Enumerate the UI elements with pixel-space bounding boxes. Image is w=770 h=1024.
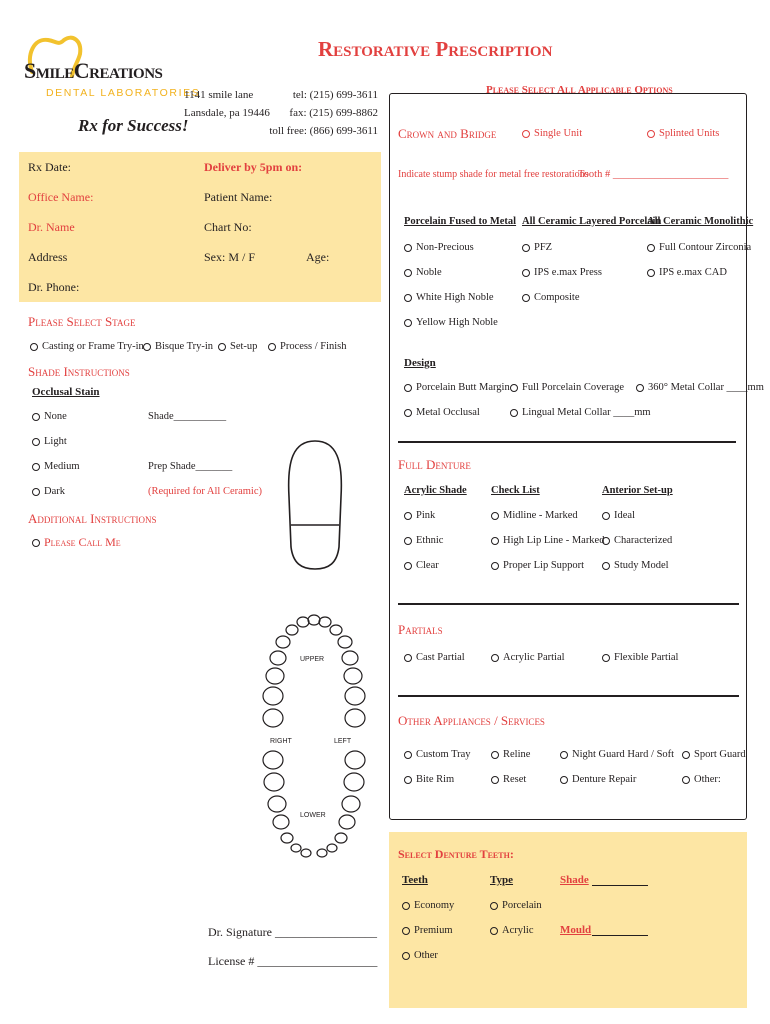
prep-shade-field[interactable]: Prep Shade_______ (148, 461, 233, 472)
radio-icon (602, 512, 610, 520)
radio-icon (32, 413, 40, 421)
select-all-label: Please Select All Applicable Options (486, 84, 673, 96)
radio-icon (491, 751, 499, 759)
rx-date-field[interactable]: Rx Date: (28, 160, 71, 174)
sex-field[interactable]: Sex: M / F (204, 250, 256, 264)
office-name-field[interactable]: Office Name: (28, 190, 94, 204)
radio-icon (32, 463, 40, 471)
shade-field[interactable]: Shade__________ (148, 411, 227, 422)
shade-dark-option[interactable]: Dark (32, 486, 65, 497)
shade-light-option[interactable]: Light (32, 436, 67, 447)
radio-icon (404, 384, 412, 392)
radio-icon (602, 562, 610, 570)
flexible-partial-option[interactable]: Flexible Partial (602, 652, 678, 663)
high-lip-line-option[interactable]: High Lip Line - Marked (491, 535, 604, 546)
reset-option[interactable]: Reset (491, 774, 526, 785)
chart-no-field[interactable]: Chart No: (204, 220, 252, 234)
emax-press-option[interactable]: IPS e.max Press (522, 267, 602, 278)
design-heading: Design (404, 357, 436, 369)
stage-casting-option[interactable]: Casting or Frame Try-in (30, 341, 144, 352)
anterior-setup-heading: Anterior Set-up (602, 485, 673, 496)
shade-heading: Shade Instructions (28, 364, 130, 379)
metal-occlusal-option[interactable]: Metal Occlusal (404, 407, 480, 418)
radio-icon (602, 654, 610, 662)
radio-icon (32, 488, 40, 496)
stage-process-option[interactable]: Process / Finish (268, 341, 347, 352)
stage-bisque-option[interactable]: Bisque Try-in (143, 341, 213, 352)
tagline: Rx for Success! (78, 116, 189, 135)
radio-icon (402, 902, 410, 910)
mould-line[interactable] (592, 935, 648, 936)
radio-icon (404, 269, 412, 277)
yellow-high-noble-option[interactable]: Yellow High Noble (404, 317, 498, 328)
shade-line[interactable] (592, 885, 648, 886)
other-option[interactable]: Other: (682, 774, 721, 785)
composite-option[interactable]: Composite (522, 292, 580, 303)
ideal-option[interactable]: Ideal (602, 510, 635, 521)
porcelain-butt-margin-option[interactable]: Porcelain Butt Margin (404, 382, 510, 393)
additional-heading: Additional Instructions (28, 511, 157, 526)
brand-sub: DENTAL LABORATORIES (46, 87, 201, 99)
stage-heading: Please Select Stage (28, 314, 136, 329)
sport-guard-option[interactable]: Sport Guard (682, 749, 746, 760)
porcelain-option[interactable]: Porcelain (490, 900, 542, 911)
economy-option[interactable]: Economy (402, 900, 454, 911)
patient-name-field[interactable]: Patient Name: (204, 190, 273, 204)
radio-icon (404, 751, 412, 759)
radio-icon (560, 751, 568, 759)
radio-icon (682, 751, 690, 759)
single-unit-option[interactable]: Single Unit (522, 128, 582, 139)
phone-fax: fax: (215) 699-8862 (289, 107, 378, 119)
deliver-by-field[interactable]: Deliver by 5pm on: (204, 160, 303, 174)
radio-icon (491, 654, 499, 662)
radio-icon (404, 319, 412, 327)
shade-heading-teeth: Shade (560, 874, 589, 886)
other-appliances-heading: Other Appliances / Services (398, 713, 545, 728)
cast-partial-option[interactable]: Cast Partial (404, 652, 465, 663)
night-guard-option[interactable]: Night Guard Hard / Soft (560, 749, 674, 760)
premium-option[interactable]: Premium (402, 925, 453, 936)
radio-icon (647, 244, 655, 252)
radio-icon (402, 952, 410, 960)
divider (398, 441, 736, 443)
divider (398, 695, 739, 697)
full-denture-heading: Full Denture (398, 457, 471, 472)
radio-icon (602, 537, 610, 545)
proper-lip-support-option[interactable]: Proper Lip Support (491, 560, 584, 571)
study-model-option[interactable]: Study Model (602, 560, 669, 571)
white-high-noble-option[interactable]: White High Noble (404, 292, 494, 303)
radio-icon (404, 776, 412, 784)
radio-icon (682, 776, 690, 784)
partials-heading: Partials (398, 622, 443, 637)
radio-icon (490, 902, 498, 910)
acrylic-partial-option[interactable]: Acrylic Partial (491, 652, 565, 663)
dr-phone-field[interactable]: Dr. Phone: (28, 280, 80, 294)
crown-heading: Crown and Bridge (398, 126, 497, 141)
characterized-option[interactable]: Characterized (602, 535, 672, 546)
shade-none-option[interactable]: None (32, 411, 67, 422)
clear-option[interactable]: Clear (404, 560, 439, 571)
age-field[interactable]: Age: (306, 250, 330, 264)
denture-teeth-heading: Select Denture Teeth: (398, 847, 514, 861)
pfz-option[interactable]: PFZ (522, 242, 552, 253)
phone-tel: tel: (215) 699-3611 (292, 89, 378, 101)
layered-heading: All Ceramic Layered Porcelain (522, 216, 662, 227)
non-precious-option[interactable]: Non-Precious (404, 242, 474, 253)
radio-icon (404, 654, 412, 662)
required-note: (Required for All Ceramic) (148, 486, 263, 497)
other-teeth-option[interactable]: Other (402, 950, 438, 961)
logo (18, 32, 201, 142)
radio-icon (510, 384, 518, 392)
license-field[interactable]: License # ____________________ (208, 954, 378, 968)
radio-icon (404, 562, 412, 570)
radio-icon (32, 438, 40, 446)
radio-icon (402, 927, 410, 935)
radio-icon (491, 537, 499, 545)
check-list-heading: Check List (491, 485, 540, 496)
radio-icon (268, 343, 276, 351)
teeth-heading: Teeth (402, 874, 428, 886)
denture-repair-option[interactable]: Denture Repair (560, 774, 636, 785)
full-contour-zirconia-option[interactable]: Full Contour Zirconia (647, 242, 751, 253)
reline-option[interactable]: Reline (491, 749, 530, 760)
acrylic-option[interactable]: Acrylic (490, 925, 534, 936)
brand-main: SmileCreations (24, 58, 163, 83)
divider (398, 603, 739, 605)
radio-icon (522, 269, 530, 277)
chart-upper-label: UPPER (300, 656, 325, 663)
radio-icon (404, 512, 412, 520)
stump-note: Indicate stump shade for metal free restorations (398, 169, 589, 180)
pfm-heading: Porcelain Fused to Metal (404, 216, 517, 227)
acrylic-shade-heading: Acrylic Shade (404, 485, 467, 496)
shade-medium-option[interactable]: Medium (32, 461, 80, 472)
chart-left-label: LEFT (334, 738, 352, 745)
mould-heading: Mould (560, 924, 592, 936)
radio-icon (404, 409, 412, 417)
dr-signature-field[interactable]: Dr. Signature _________________ (208, 925, 377, 939)
custom-tray-option[interactable]: Custom Tray (404, 749, 471, 760)
address-street: 1141 smile lane (184, 89, 254, 101)
radio-icon (491, 562, 499, 570)
occlusal-stain-label: Occlusal Stain (32, 386, 100, 398)
pink-option[interactable]: Pink (404, 510, 435, 521)
radio-icon (647, 130, 655, 138)
bite-rim-option[interactable]: Bite Rim (404, 774, 454, 785)
radio-icon (32, 539, 40, 547)
splinted-units-option[interactable]: Splinted Units (647, 128, 719, 139)
radio-icon (404, 537, 412, 545)
radio-icon (404, 244, 412, 252)
radio-icon (218, 343, 226, 351)
radio-icon (522, 244, 530, 252)
stage-setup-option[interactable]: Set-up (218, 341, 257, 352)
phone-tollfree: toll free: (866) 699-3611 (269, 125, 378, 137)
chart-right-label: RIGHT (270, 738, 292, 745)
radio-icon (404, 294, 412, 302)
full-porcelain-coverage-option[interactable]: Full Porcelain Coverage (510, 382, 624, 393)
radio-icon (491, 776, 499, 784)
radio-icon (647, 269, 655, 277)
address-field[interactable]: Address (28, 250, 68, 264)
lingual-metal-collar-option[interactable]: Lingual Metal Collar ____mm (510, 407, 651, 418)
midline-option[interactable]: Midline - Marked (491, 510, 578, 521)
crown-diagram-icon (285, 437, 345, 573)
page-title: Restorative Prescription (318, 37, 553, 61)
emax-cad-option[interactable]: IPS e.max CAD (647, 267, 727, 278)
metal-collar-option[interactable]: 360° Metal Collar ____mm (636, 382, 764, 393)
noble-option[interactable]: Noble (404, 267, 442, 278)
please-call-option[interactable]: Please Call Me (32, 535, 121, 550)
monolithic-heading: All Ceramic Monolithic (647, 216, 754, 227)
radio-icon (510, 409, 518, 417)
radio-icon (491, 512, 499, 520)
radio-icon (560, 776, 568, 784)
radio-icon (522, 294, 530, 302)
dr-name-field[interactable]: Dr. Name (28, 220, 75, 234)
ethnic-option[interactable]: Ethnic (404, 535, 443, 546)
address-city: Lansdale, pa 19446 (184, 107, 270, 119)
tooth-number-field[interactable]: Tooth # ______________________ (578, 169, 729, 180)
radio-icon (143, 343, 151, 351)
type-heading: Type (490, 874, 514, 886)
radio-icon (636, 384, 644, 392)
radio-icon (490, 927, 498, 935)
radio-icon (30, 343, 38, 351)
chart-lower-label: LOWER (300, 812, 326, 819)
radio-icon (522, 130, 530, 138)
